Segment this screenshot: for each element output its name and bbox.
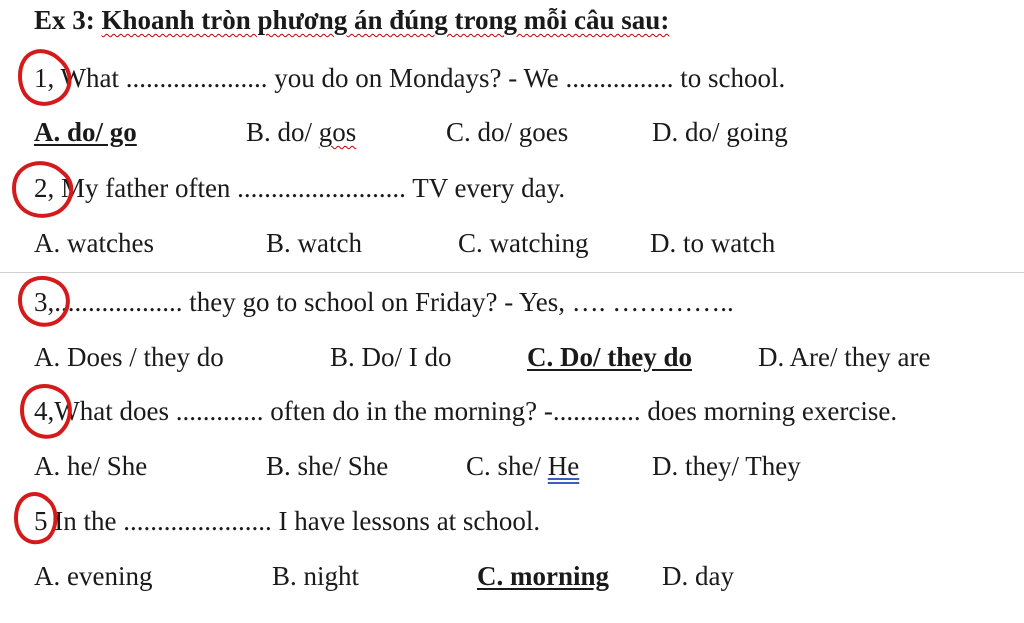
spellcheck-mark: gos bbox=[318, 117, 357, 147]
question-5 bbox=[34, 505, 540, 537]
question-number: 4, bbox=[34, 396, 55, 426]
q1-option-b-text: B. do/ gos bbox=[246, 117, 357, 147]
question-text: My father often ......................... TV every day. bbox=[61, 173, 566, 203]
q2-option-c[interactable]: C. watching bbox=[458, 228, 589, 258]
q1-option-b[interactable] bbox=[246, 116, 356, 148]
q5-option-d[interactable]: D. day bbox=[662, 561, 734, 591]
question-text: ................... they go to school on Friday? - Yes, …. ………….. bbox=[54, 287, 734, 317]
question-3 bbox=[34, 286, 734, 318]
q3-option-b[interactable]: B. Do/ I do bbox=[330, 342, 452, 372]
question-text: In the ...................... I have lessons at school. bbox=[54, 506, 541, 536]
question-number: 2, bbox=[34, 173, 55, 203]
section-divider bbox=[0, 272, 1024, 273]
q2-option-b[interactable]: B. watch bbox=[266, 228, 362, 258]
exercise-instruction: Khoanh tròn phương án đúng trong mỗi câu sau: bbox=[101, 5, 670, 35]
exercise-title bbox=[34, 4, 669, 36]
grammar-mark: He bbox=[547, 451, 580, 481]
q4-option-c[interactable]: C. she/ He bbox=[466, 451, 580, 481]
question-number: 5 bbox=[34, 506, 48, 536]
question-number: 3, bbox=[34, 287, 55, 317]
q3-option-a[interactable]: A. Does / they do bbox=[34, 342, 224, 372]
q3-option-d[interactable]: D. Are/ they are bbox=[758, 342, 931, 372]
q4-option-b[interactable]: B. she/ She bbox=[266, 451, 389, 481]
question-4 bbox=[34, 395, 897, 427]
q2-option-a[interactable]: A. watches bbox=[34, 228, 154, 258]
q4-option-d[interactable]: D. they/ They bbox=[652, 451, 801, 481]
q1-option-a[interactable]: A. do/ go bbox=[34, 117, 137, 147]
question-2 bbox=[34, 172, 565, 204]
question-text: What does ............. often do in the morning? -............. does morning exercise. bbox=[54, 396, 898, 426]
q5-option-a[interactable]: A. evening bbox=[34, 561, 153, 591]
q1-option-c[interactable]: C. do/ goes bbox=[446, 117, 569, 147]
q3-option-c[interactable]: C. Do/ they do bbox=[527, 342, 693, 372]
q1-option-d[interactable]: D. do/ going bbox=[652, 117, 788, 147]
q5-option-b[interactable]: B. night bbox=[272, 561, 360, 591]
question-text: What ..................... you do on Mondays? - We ................ to school. bbox=[60, 63, 786, 93]
q5-option-c[interactable]: C. morning bbox=[477, 561, 610, 591]
exercise-label: Ex 3: bbox=[34, 5, 102, 35]
question-1 bbox=[34, 62, 785, 94]
question-number: 1, bbox=[34, 63, 55, 93]
q2-option-d[interactable]: D. to watch bbox=[650, 228, 776, 258]
q4-option-a[interactable]: A. he/ She bbox=[34, 451, 148, 481]
